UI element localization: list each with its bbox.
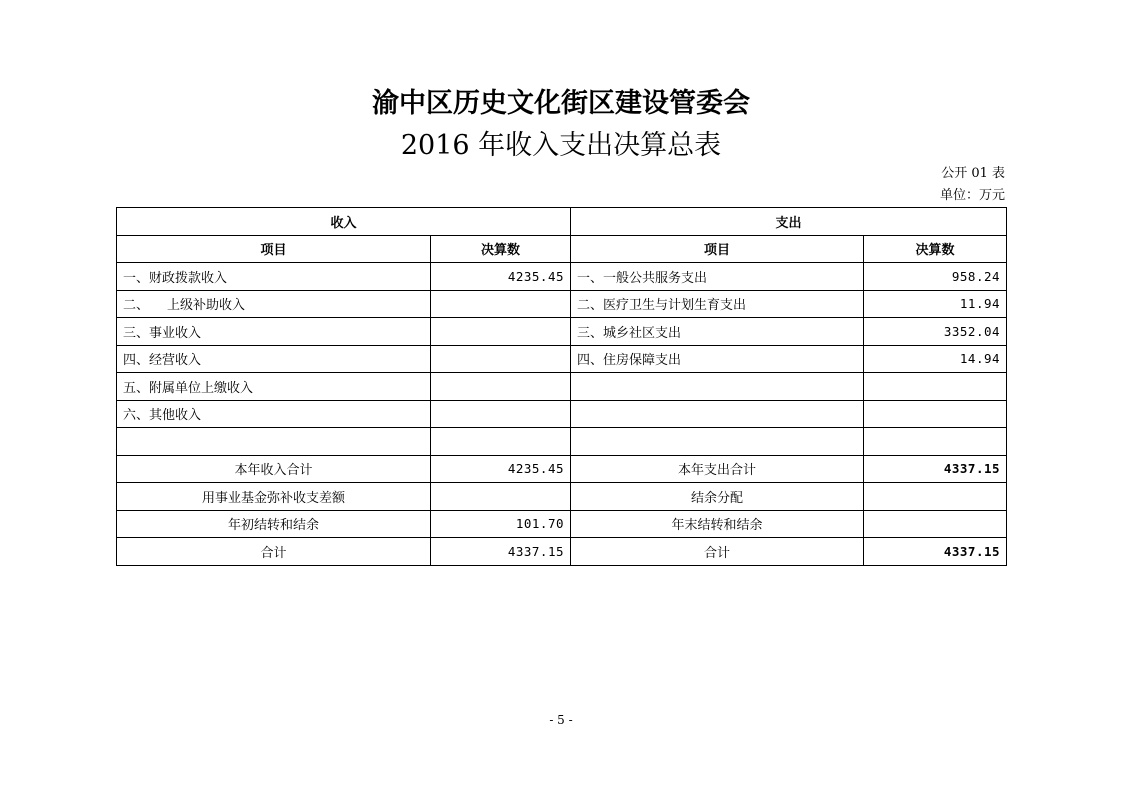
income-item-prefix: 二、	[123, 298, 150, 314]
income-amount-header: 决算数	[431, 235, 571, 263]
table-section-header-row	[117, 208, 1007, 236]
unit-label: 单位：万元	[939, 188, 1005, 203]
expense-item	[571, 400, 864, 428]
expense-amount-header: 决算数	[864, 235, 1007, 263]
table-row	[117, 290, 1007, 318]
income-summary-amount: 4235.45	[431, 455, 571, 483]
table-row	[117, 263, 1007, 291]
table-row	[117, 318, 1007, 346]
page-number: - 5 -	[549, 713, 573, 727]
summary-row	[117, 510, 1007, 538]
income-amount	[431, 318, 571, 346]
expense-amount	[864, 400, 1007, 428]
income-summary-item: 年初结转和结余	[117, 510, 431, 538]
expense-amount: 11.94	[864, 290, 1007, 318]
income-total-amount: 4337.15	[431, 538, 571, 566]
income-amount	[431, 290, 571, 318]
expense-amount: 958.24	[864, 263, 1007, 291]
expense-amount	[864, 428, 1007, 456]
expense-item: 一、一般公共服务支出	[571, 263, 864, 291]
income-summary-amount: 101.70	[431, 510, 571, 538]
table-row	[117, 428, 1007, 456]
expense-item-header: 项目	[571, 235, 864, 263]
income-item	[117, 290, 431, 318]
income-item: 一、财政拨款收入	[117, 263, 431, 291]
income-item: 四、经营收入	[117, 345, 431, 373]
income-amount	[431, 428, 571, 456]
expense-item: 二、医疗卫生与计划生育支出	[571, 290, 864, 318]
document-title-line2: 2016 年收入支出决算总表	[400, 130, 722, 161]
expense-item	[571, 428, 864, 456]
income-item: 三、事业收入	[117, 318, 431, 346]
income-summary-item: 用事业基金弥补收支差额	[117, 483, 431, 511]
document-title-line1: 渝中区历史文化街区建设管委会	[372, 88, 750, 119]
budget-table	[116, 207, 1007, 566]
income-item	[117, 428, 431, 456]
income-amount	[431, 373, 571, 401]
expense-item	[571, 373, 864, 401]
income-item: 五、附属单位上缴收入	[117, 373, 431, 401]
expense-summary-amount: 4337.15	[864, 455, 1007, 483]
income-item-header: 项目	[117, 235, 431, 263]
income-summary-amount	[431, 483, 571, 511]
table-row	[117, 373, 1007, 401]
expense-item: 四、住房保障支出	[571, 345, 864, 373]
expense-amount	[864, 373, 1007, 401]
income-amount: 4235.45	[431, 263, 571, 291]
expense-summary-amount	[864, 483, 1007, 511]
expense-item: 三、城乡社区支出	[571, 318, 864, 346]
total-row	[117, 538, 1007, 566]
summary-row	[117, 483, 1007, 511]
expense-amount: 3352.04	[864, 318, 1007, 346]
expense-total-amount: 4337.15	[864, 538, 1007, 566]
expense-summary-item: 本年支出合计	[571, 455, 864, 483]
expense-summary-amount	[864, 510, 1007, 538]
income-amount	[431, 345, 571, 373]
income-total-item: 合计	[117, 538, 431, 566]
income-item: 六、其他收入	[117, 400, 431, 428]
table-column-header-row	[117, 235, 1007, 263]
table-row	[117, 400, 1007, 428]
income-summary-item: 本年收入合计	[117, 455, 431, 483]
expense-summary-item: 年末结转和结余	[571, 510, 864, 538]
income-item-label: 上级补助收入	[167, 298, 246, 314]
expense-summary-item: 结余分配	[571, 483, 864, 511]
expense-section-header: 支出	[571, 208, 1007, 236]
form-code: 公开 01 表	[941, 166, 1005, 181]
income-section-header: 收入	[117, 208, 571, 236]
expense-total-item: 合计	[571, 538, 864, 566]
table-row	[117, 345, 1007, 373]
expense-amount: 14.94	[864, 345, 1007, 373]
income-amount	[431, 400, 571, 428]
summary-row	[117, 455, 1007, 483]
